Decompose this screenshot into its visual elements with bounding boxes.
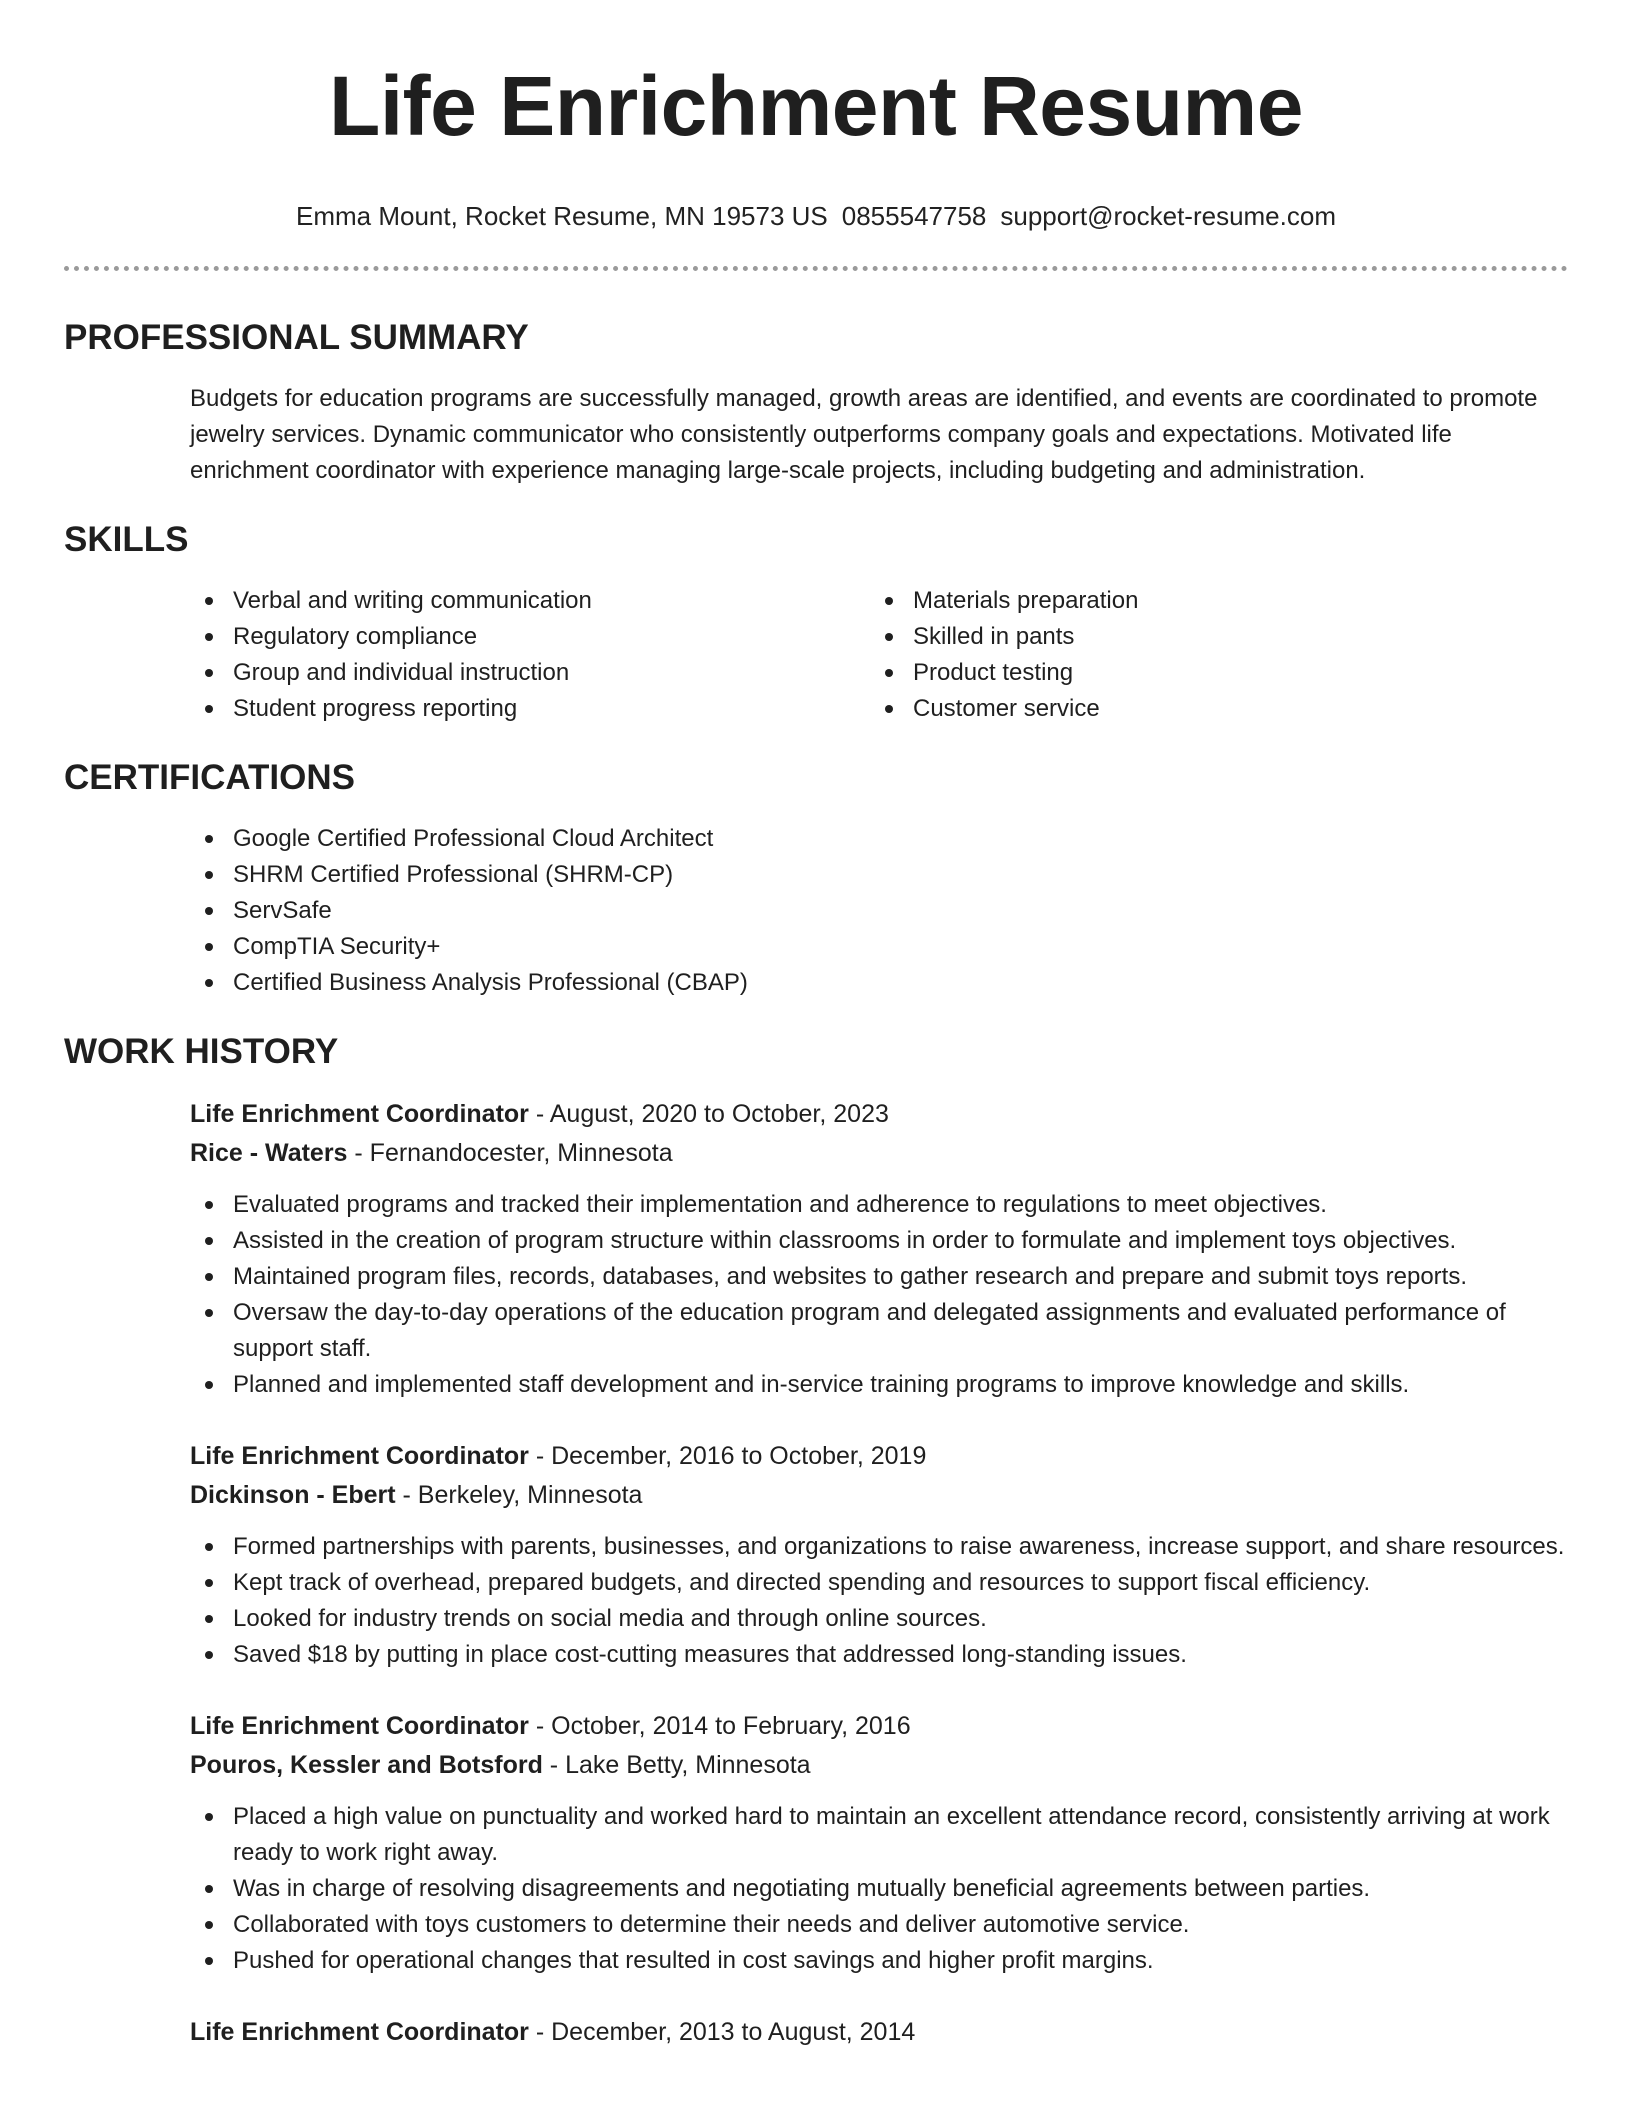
- certifications-heading: CERTIFICATIONS: [64, 758, 356, 797]
- job-duty: Saved $18 by putting in place cost-cutting measures that addressed long-standing issues.: [190, 1637, 1568, 1673]
- job-title: Life Enrichment Coordinator: [190, 1442, 529, 1470]
- contact-email: support@rocket-resume.com: [1000, 201, 1336, 231]
- job-duty: Placed a high value on punctuality and worked hard to maintain an excellent attendance record, consistently arriving at work ready to work right away.: [190, 1799, 1568, 1871]
- job-location: - Lake Betty, Minnesota: [542, 1751, 811, 1779]
- resume-title: Life Enrichment Resume: [329, 59, 1303, 153]
- job-dates: - December, 2016 to October, 2019: [528, 1442, 927, 1470]
- job-entry: [190, 1707, 1568, 1979]
- job-title-line: [190, 1437, 1568, 1476]
- job-duty: Was in charge of resolving disagreements and negotiating mutually beneficial agreements between parties.: [190, 1871, 1568, 1907]
- job-duty: Looked for industry trends on social media and through online sources.: [190, 1601, 1568, 1637]
- contact-line: [0, 200, 1632, 232]
- certification-item: CompTIA Security+: [190, 929, 1568, 965]
- job-title: Life Enrichment Coordinator: [190, 1100, 529, 1128]
- skill-item: Materials preparation: [870, 583, 1550, 619]
- certification-item: Certified Business Analysis Professional (CBAP): [190, 965, 1568, 1001]
- job-dates: - October, 2014 to February, 2016: [528, 1712, 911, 1740]
- job-company-line: [190, 1746, 1568, 1785]
- certifications-list: [190, 821, 1568, 1001]
- certification-item: Google Certified Professional Cloud Architect: [190, 821, 1568, 857]
- job-duties: [190, 1187, 1568, 1403]
- job-duties: [190, 1799, 1568, 1979]
- header-divider: [64, 266, 1568, 271]
- skill-item: Student progress reporting: [190, 691, 870, 727]
- skills-column-right: [870, 583, 1550, 727]
- skill-item: Regulatory compliance: [190, 619, 870, 655]
- summary-text: Budgets for education programs are successfully managed, growth areas are identified, and events are coordinated to promote jewelry services. Dynamic communicator who consistently outperforms company goals and expectations. Motivated life enrichment coordinator with experience managing large-scale projects, including budgeting and administration.: [190, 385, 1538, 484]
- job-location: - Fernandocester, Minnesota: [347, 1139, 673, 1167]
- job-duty: Formed partnerships with parents, businesses, and organizations to raise awareness, increase support, and share resources.: [190, 1529, 1568, 1565]
- job-dates: - August, 2020 to October, 2023: [528, 1100, 889, 1128]
- skill-item: Customer service: [870, 691, 1550, 727]
- skill-item: Skilled in pants: [870, 619, 1550, 655]
- job-company: Dickinson - Ebert: [190, 1481, 396, 1509]
- contact-address: Emma Mount, Rocket Resume, MN 19573 US: [296, 201, 828, 231]
- skill-item: Verbal and writing communication: [190, 583, 870, 619]
- job-title: Life Enrichment Coordinator: [190, 1712, 529, 1740]
- skills-heading: SKILLS: [64, 520, 189, 559]
- job-company: Rice - Waters: [190, 1139, 348, 1167]
- job-duty: Evaluated programs and tracked their implementation and adherence to regulations to meet objectives.: [190, 1187, 1568, 1223]
- job-title-line: [190, 1707, 1568, 1746]
- job-company-line: [190, 1134, 1568, 1173]
- job-location: - Berkeley, Minnesota: [395, 1481, 643, 1509]
- job-title: Life Enrichment Coordinator: [190, 2018, 529, 2046]
- job-duty: Collaborated with toys customers to determine their needs and deliver automotive service.: [190, 1907, 1568, 1943]
- job-entry: [190, 1095, 1568, 1403]
- contact-phone: 0855547758: [841, 201, 987, 231]
- job-company-line: [190, 1476, 1568, 1515]
- job-duty: Planned and implemented staff development and in-service training programs to improve knowledge and skills.: [190, 1367, 1568, 1403]
- job-dates: - December, 2013 to August, 2014: [528, 2018, 916, 2046]
- job-duty: Pushed for operational changes that resulted in cost savings and higher profit margins.: [190, 1943, 1568, 1979]
- job-title-line: [190, 2013, 1568, 2052]
- job-duty: Maintained program files, records, databases, and websites to gather research and prepare and submit toys reports.: [190, 1259, 1568, 1295]
- job-title-line: [190, 1095, 1568, 1134]
- job-company: Pouros, Kessler and Botsford: [190, 1751, 543, 1779]
- job-entry: [190, 2013, 1568, 2052]
- skill-item: Product testing: [870, 655, 1550, 691]
- job-duty: Kept track of overhead, prepared budgets, and directed spending and resources to support fiscal efficiency.: [190, 1565, 1568, 1601]
- skills-list: [190, 583, 1568, 727]
- work-history-heading: WORK HISTORY: [64, 1032, 339, 1071]
- summary-heading: PROFESSIONAL SUMMARY: [64, 318, 529, 357]
- job-duty: Oversaw the day-to-day operations of the education program and delegated assignments and evaluated performance of support staff.: [190, 1295, 1568, 1367]
- certification-item: ServSafe: [190, 893, 1568, 929]
- job-entry: [190, 1437, 1568, 1673]
- certification-item: SHRM Certified Professional (SHRM-CP): [190, 857, 1568, 893]
- job-duty: Assisted in the creation of program structure within classrooms in order to formulate and implement toys objectives.: [190, 1223, 1568, 1259]
- job-duties: [190, 1529, 1568, 1673]
- skills-column-left: [190, 583, 870, 727]
- skill-item: Group and individual instruction: [190, 655, 870, 691]
